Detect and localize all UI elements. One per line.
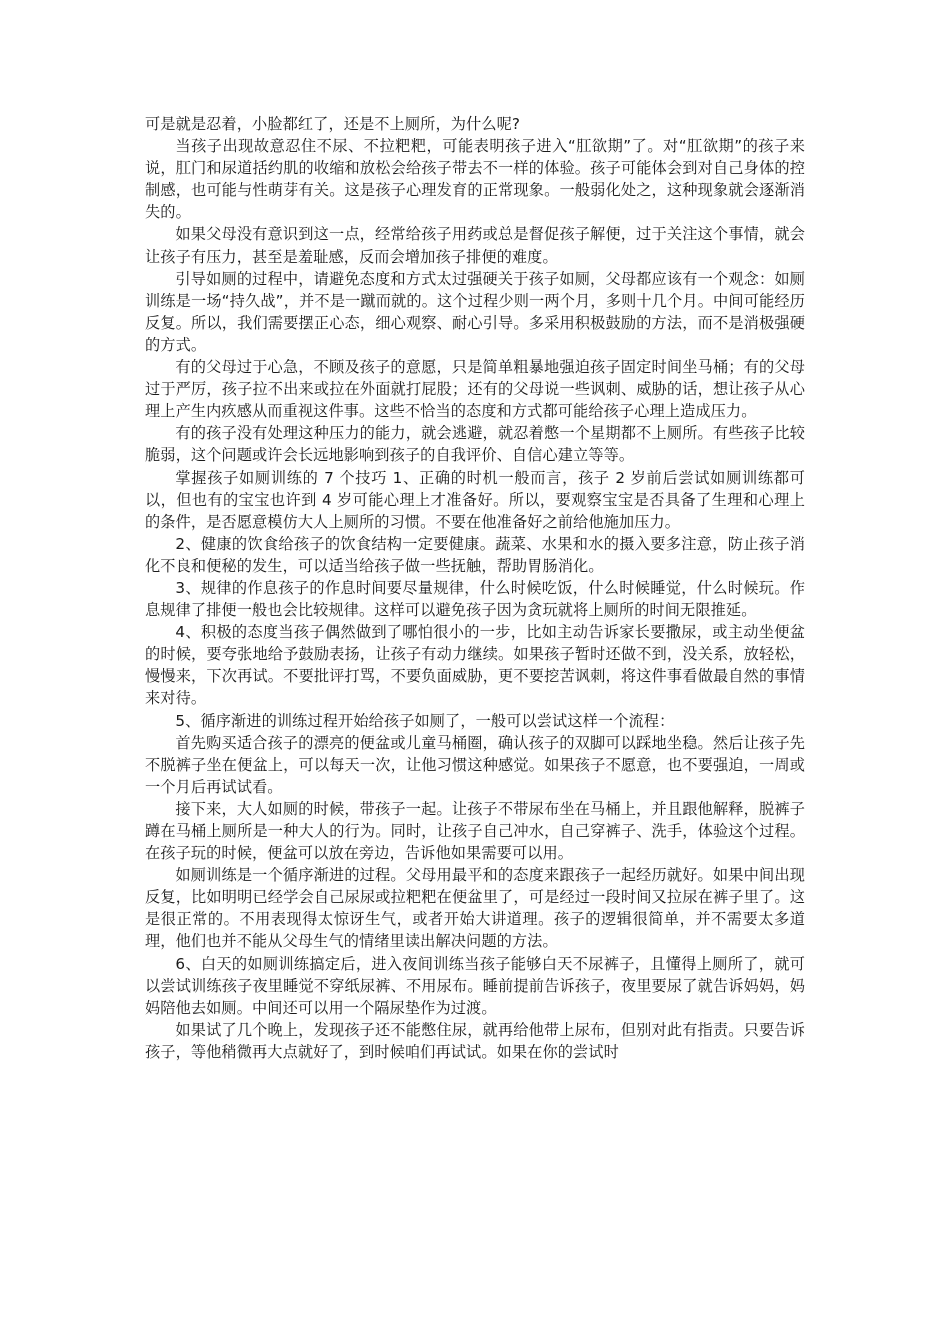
paragraph: 有的孩子没有处理这种压力的能力，就会逃避，就忍着憋一个星期都不上厕所。有些孩子比较脆弱，这个问题或许会长远地影响到孩子的自我评价、自信心建立等等。 xyxy=(145,424,805,465)
paragraph: 引导如厕的过程中，请避免态度和方式太过强硬关于孩子如厕，父母都应该有一个观念：如厕训练是一场“持久战”，并不是一蹴而就的。这个过程少则一两个月，多则十几个月。中间可能经历反复。所以，我们需要摆正心态，细心观察、耐心引导。多采用积极鼓励的方法，而不是消极强硬的方式。 xyxy=(145,269,805,354)
paragraph: 4、积极的态度当孩子偶然做到了哪怕很小的一步，比如主动告诉家长要撒尿，或主动坐便盆的时候，要夸张地给予鼓励表扬，让孩子有动力继续。如果孩子暂时还做不到，没关系，放轻松，慢慢来，下次再试。不要批评打骂，不要负面威胁，更不要挖苦讽刺，将这件事看做最自然的事情来对待。 xyxy=(145,623,805,708)
paragraph: 掌握孩子如厕训练的 7 个技巧 1、正确的时机一般而言，孩子 2 岁前后尝试如厕训练都可以，但也有的宝宝也许到 4 岁可能心理上才准备好。所以，要观察宝宝是否具备了生理和心理上的条件，是否愿意模仿大人上厕所的习惯。不要在他准备好之前给他施加压力。 xyxy=(145,468,805,531)
paragraph: 首先购买适合孩子的漂亮的便盆或儿童马桶圈，确认孩子的双脚可以踩地坐稳。然后让孩子先不脱裤子坐在便盆上，可以每天一次，让他习惯这种感觉。如果孩子不愿意，也不要强迫，一周或一个月后再试试看。 xyxy=(145,733,805,796)
paragraph: 3、规律的作息孩子的作息时间要尽量规律，什么时候吃饭，什么时候睡觉，什么时候玩。作息规律了排便一般也会比较规律。这样可以避免孩子因为贪玩就将上厕所的时间无限推延。 xyxy=(145,578,805,620)
paragraph: 5、循序渐进的训练过程开始给孩子如厕了，一般可以尝试这样一个流程： xyxy=(175,711,675,730)
paragraph: 6、白天的如厕训练搞定后，进入夜间训练当孩子能够白天不尿裤子，且懂得上厕所了，就可以尝试训练孩子夜里睡觉不穿纸尿裤、不用尿布。睡前提前告诉孩子，夜里要尿了就告诉妈妈，妈妈陪他去如厕。中间还可以用一个隔尿垫作为过渡。 xyxy=(145,954,805,1017)
paragraph: 如果试了几个晚上，发现孩子还不能憋住尿，就再给他带上尿布，但别对此有指责。只要告诉孩子，等他稍微再大点就好了，到时候咱们再试试。如果在你的尝试时 xyxy=(145,1020,805,1061)
paragraph: 如厕训练是一个循序渐进的过程。父母用最平和的态度来跟孩子一起经历就好。如果中间出现反复，比如明明已经学会自己尿尿或拉粑粑在便盆里了，可是经过一段时间又拉尿在裤子里了。这是很正常的。不用表现得太惊讶生气，或者开始大讲道理。孩子的逻辑很简单，并不需要太多道理，他们也并不能从父母生气的情绪里读出解决问题的方法。 xyxy=(145,866,805,951)
paragraph: 可是就是忍着，小脸都红了，还是不上厕所，为什么呢? xyxy=(145,115,521,133)
paragraph: 有的父母过于心急，不顾及孩子的意愿，只是简单粗暴地强迫孩子固定时间坐马桶；有的父母过于严厉，孩子拉不出来或拉在外面就打屁股；还有的父母说一些讽刺、威胁的话，想让孩子从心理上产生内疚感从而重视这件事。这些不恰当的态度和方式都可能给孩子心理上造成压力。 xyxy=(145,358,805,421)
paragraph: 如果父母没有意识到这一点，经常给孩子用药或总是督促孩子解便，过于关注这个事情，就会让孩子有压力，甚至是羞耻感，反而会增加孩子排便的难度。 xyxy=(145,225,805,266)
paragraph: 接下来，大人如厕的时候，带孩子一起。让孩子不带尿布坐在马桶上，并且跟他解释，脱裤子蹲在马桶上厕所是一种大人的行为。同时，让孩子自己冲水，自己穿裤子、洗手，体验这个过程。在孩子玩的时候，便盆可以放在旁边，告诉他如果需要可以用。 xyxy=(145,799,805,863)
paragraph: 2、健康的饮食给孩子的饮食结构一定要健康。蔬菜、水果和水的摄入要多注意，防止孩子消化不良和便秘的发生，可以适当给孩子做一些抚触，帮助胃肠消化。 xyxy=(145,534,805,575)
paragraph: 当孩子出现故意忍住不尿、不拉粑粑，可能表明孩子进入“肛欲期”了。对“肛欲期”的孩子来说，肛门和尿道括约肌的收缩和放松会给孩子带去不一样的体验。孩子可能体会到对自己身体的控制感，也可能与性萌芽有关。这是孩子心理发育的正常现象。一般弱化处之，这种现象就会逐渐消失的。 xyxy=(145,137,805,222)
document-body xyxy=(145,113,805,1063)
